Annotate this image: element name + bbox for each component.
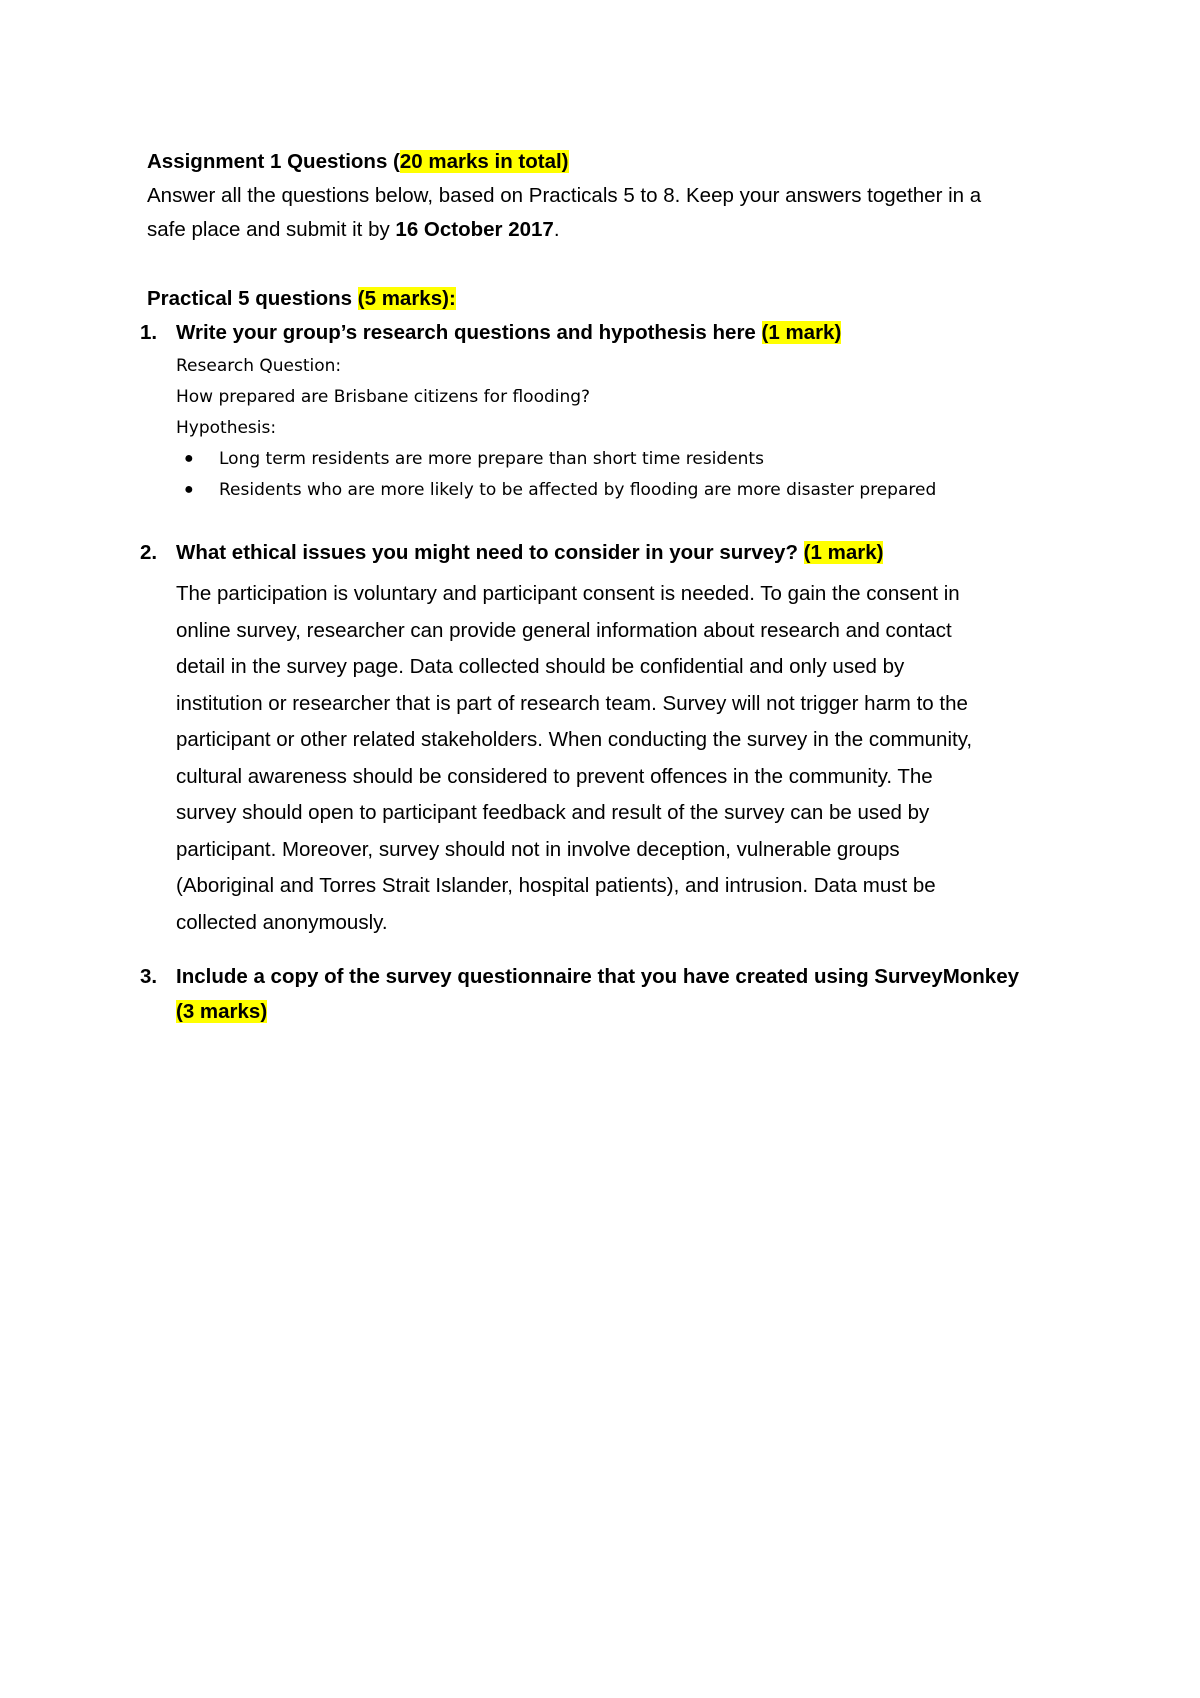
q2-answer-line: online survey, researcher can provide general information about research and contact — [176, 619, 952, 642]
q2-answer-line: detail in the survey page. Data collected should be confidential and only used by — [176, 655, 905, 678]
q3-marks-line — [176, 1000, 267, 1024]
q2-question — [176, 541, 883, 565]
q3-question: Include a copy of the survey questionnaire that you have created using SurveyMonkey — [176, 965, 1020, 988]
q2-answer-line: participant or other related stakeholders. When conducting the survey in the community, — [176, 728, 973, 751]
q2-answer-line: (Aboriginal and Torres Strait Islander, hospital patients), and intrusion. Data must be — [176, 874, 936, 897]
q2-answer-line: institution or researcher that is part of research team. Survey will not trigger harm to the — [176, 692, 968, 715]
section-marks-highlight: (5 marks): — [357, 287, 456, 310]
intro-line-2 — [147, 218, 560, 242]
q2-marks: (1 mark) — [803, 541, 884, 564]
q2-answer-line: The participation is voluntary and participant consent is needed. To gain the consent in — [176, 582, 960, 605]
hypothesis-item: Long term residents are more prepare than short time residents — [219, 449, 764, 469]
q1-question — [176, 321, 841, 345]
total-marks-highlight: 20 marks in total) — [399, 150, 569, 173]
intro-period: . — [553, 218, 560, 241]
hypothesis-item: Residents who are more likely to be affected by flooding are more disaster prepared — [219, 480, 937, 500]
q1-text: Write your group’s research questions and hypothesis here — [176, 321, 762, 344]
q2-answer-line: participant. Moreover, survey should not in involve deception, vulnerable groups — [176, 838, 900, 861]
q1-number: 1. — [140, 321, 158, 344]
intro-line-1: Answer all the questions below, based on Practicals 5 to 8. Keep your answers together in a — [147, 184, 982, 207]
section-title — [147, 287, 456, 311]
q2-text: What ethical issues you might need to consider in your survey? — [176, 541, 804, 564]
q2-number: 2. — [140, 541, 158, 564]
q2-answer-line: survey should open to participant feedback and result of the survey can be used by — [176, 801, 930, 824]
q2-answer-line: collected anonymously. — [176, 911, 388, 934]
q2-answer-line: cultural awareness should be considered to prevent offences in the community. The — [176, 765, 933, 788]
bullet-icon: ● — [184, 481, 194, 498]
section-title-text: Practical 5 questions — [147, 287, 358, 310]
research-question-label: Research Question: — [176, 356, 342, 376]
q1-marks: (1 mark) — [761, 321, 842, 344]
hypothesis-label: Hypothesis: — [176, 418, 277, 438]
q3-number: 3. — [140, 965, 158, 988]
intro-text: safe place and submit it by — [147, 218, 396, 241]
bullet-icon: ● — [184, 450, 194, 467]
due-date: 16 October 2017 — [395, 218, 554, 241]
q3-marks: (3 marks) — [176, 1000, 268, 1023]
research-question-text: How prepared are Brisbane citizens for flooding? — [176, 387, 591, 407]
assignment-title-text: Assignment 1 Questions ( — [147, 150, 400, 173]
assignment-title — [147, 150, 569, 174]
